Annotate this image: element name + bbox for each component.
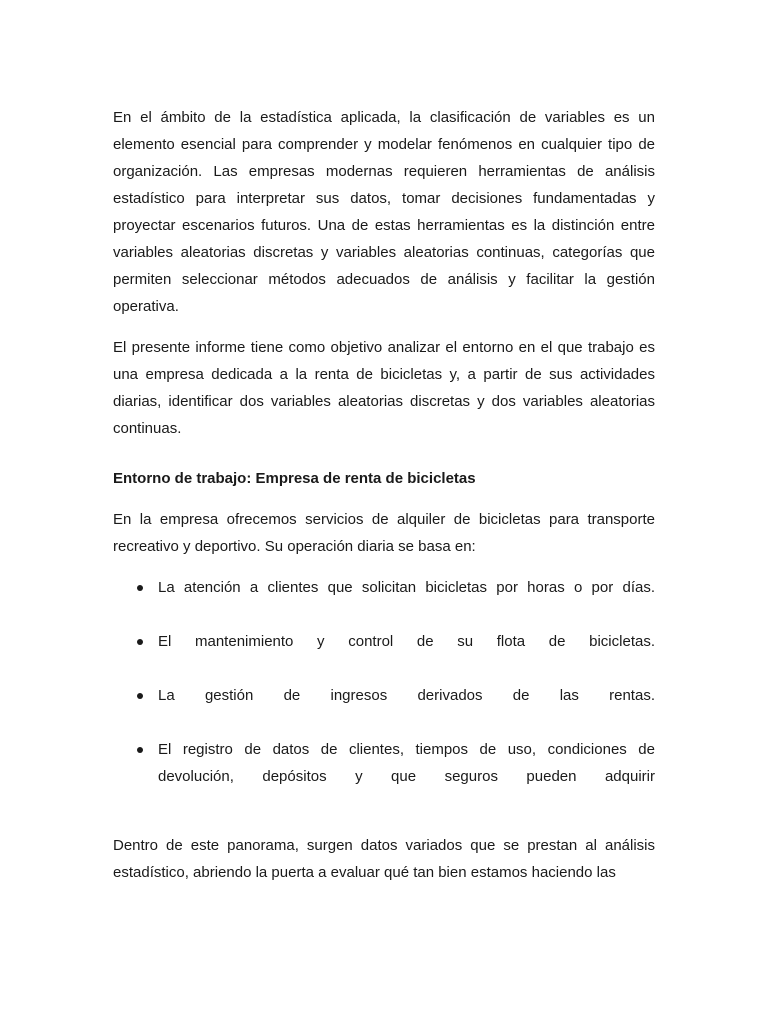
operations-list	[113, 574, 655, 790]
section-heading: Entorno de trabajo: Empresa de renta de bicicletas	[113, 470, 476, 487]
list-item	[113, 628, 655, 655]
objective-paragraph: El presente informe tiene como objetivo analizar el entorno en el que trabajo es una empresa dedicada a la renta de bicicletas y, a partir de sus actividades diarias, identificar dos variables aleatorias discretas y dos variables aleatorias continuas.	[113, 339, 655, 437]
list-item	[113, 574, 655, 601]
closing-paragraph: Dentro de este panorama, surgen datos variados que se prestan al análisis estadístico, abriendo la puerta a evaluar qué tan bien estamos haciendo las	[113, 837, 655, 881]
list-item	[113, 736, 655, 790]
document-page	[113, 104, 655, 886]
intro-paragraph: En el ámbito de la estadística aplicada, la clasificación de variables es un elemento esencial para comprender y modelar fenómenos en cualquier tipo de organización. Las empresas modernas requieren herramientas de análisis estadístico para interpretar sus datos, tomar decisiones fundamentadas y proyectar escenarios futuros. Una de estas herramientas es la distinción entre variables aleatorias discretas y variables aleatorias continuas, categorías que permiten seleccionar métodos adecuados de análisis y facilitar la gestión operativa.	[113, 109, 655, 315]
bullet-icon	[137, 747, 143, 753]
bullet-icon	[137, 693, 143, 699]
list-item-text: El registro de datos de clientes, tiempos de uso, condiciones de devolución, depósitos y que seguros pueden adquirir	[158, 741, 655, 785]
operations-paragraph: En la empresa ofrecemos servicios de alquiler de bicicletas para transporte recreativo y deportivo. Su operación diaria se basa en:	[113, 511, 655, 555]
bullet-icon	[137, 585, 143, 591]
list-item-text: La atención a clientes que solicitan bicicletas por horas o por días.	[158, 579, 655, 596]
list-item	[113, 682, 655, 709]
bullet-icon	[137, 639, 143, 645]
list-item-text: El mantenimiento y control de su flota de bicicletas.	[158, 633, 655, 650]
list-item-text: La gestión de ingresos derivados de las rentas.	[158, 687, 655, 704]
